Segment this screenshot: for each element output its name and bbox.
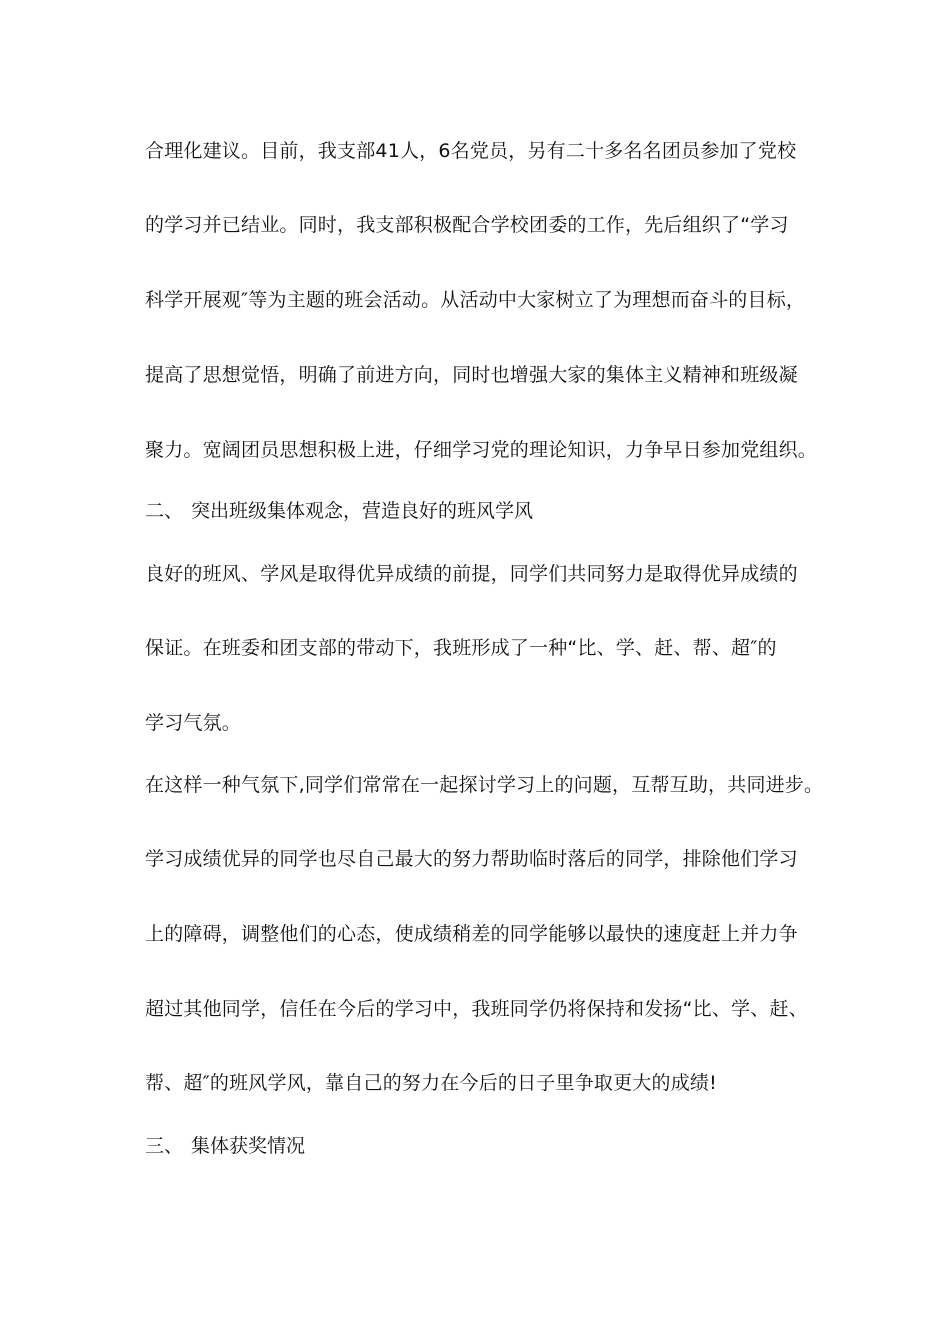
section-3-number: 三、 bbox=[145, 1135, 184, 1157]
paragraph-1-line-5: 聚力。宽阔团员思想积极上进，仔细学习党的理论知识，力争早日参加党组织。 bbox=[145, 439, 818, 461]
paragraph-3-line-1: 在这样一种气氛下,同学们常常在一起探讨学习上的问题，互帮互助，共同进步。 bbox=[145, 774, 824, 796]
section-2-title: 突出班级集体观念，营造良好的班风学风 bbox=[191, 500, 534, 522]
paragraph-2-line-3: 学习气氛。 bbox=[145, 712, 242, 734]
paragraph-3-line-3: 上的障碍，调整他们的心态，使成绩稍差的同学能够以最快的速度赶上并力争 bbox=[145, 923, 798, 945]
paragraph-3-line-2: 学习成绩优异的同学也尽自己最大的努力帮助临时落后的同学，排除他们学习 bbox=[145, 848, 798, 870]
paragraph-2-line-1: 良好的班风、学风是取得优异成绩的前提，同学们共同努力是取得优异成绩的 bbox=[145, 563, 798, 585]
paragraph-1-line-4: 提高了思想觉悟，明确了前进方向，同时也增强大家的集体主义精神和班级凝 bbox=[145, 364, 798, 386]
section-2-number: 二、 bbox=[145, 500, 184, 522]
paragraph-1-line-3: 科学开展观″等为主题的班会活动。从活动中大家树立了为理想而奋斗的目标， bbox=[145, 289, 806, 311]
section-3-heading bbox=[145, 1133, 305, 1159]
paragraph-3-line-4: 超过其他同学，信任在今后的学习中，我班同学仍将保持和发扬“比、学、赶、 bbox=[145, 998, 808, 1020]
paragraph-3-line-5: 帮、超″的班风学风，靠自己的努力在今后的日子里争取更大的成绩! bbox=[145, 1072, 717, 1094]
paragraph-1-line-1: 合理化建议。目前，我支部41人，6名党员，另有二十多名名团员参加了党校 bbox=[145, 140, 797, 162]
section-2-heading bbox=[145, 498, 533, 524]
section-3-title: 集体获奖情况 bbox=[191, 1135, 306, 1157]
paragraph-1-line-2: 的学习并已结业。同时，我支部积极配合学校团委的工作，先后组织了“学习 bbox=[145, 214, 789, 236]
paragraph-2-line-2: 保证。在班委和团支部的带动下，我班形成了一种“比、学、赶、帮、超″的 bbox=[145, 637, 777, 659]
